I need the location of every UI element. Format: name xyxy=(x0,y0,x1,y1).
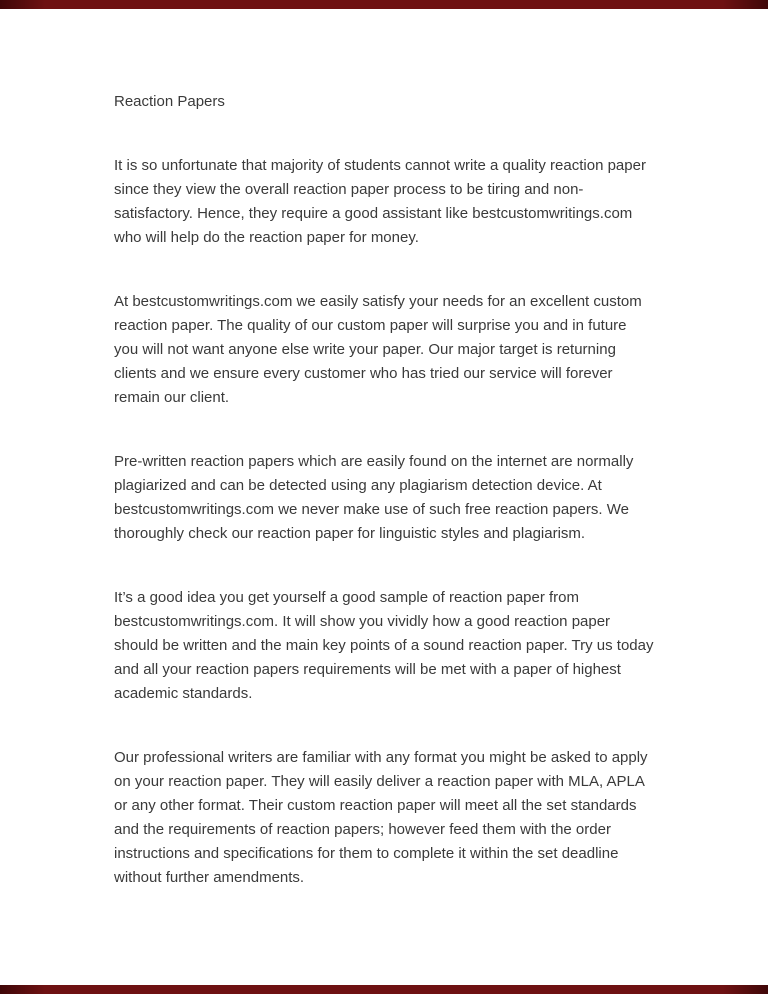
paragraph-satisfy-needs: At bestcustomwritings.com we easily satisfy your needs for an excellent custom reaction paper. The quality of our custom paper will surprise you and in future you will not want anyone else write your paper. Our major target is returning clients and we ensure every customer who has tried our service will forever remain our client. xyxy=(114,293,642,406)
paragraph-intro: It is so unfortunate that majority of students cannot write a quality reaction paper since they view the overall reaction paper process to be tiring and non-satisfactory. Hence, they require a good assistant like bestcustomwritings.com who will help do the reaction paper for money. xyxy=(114,157,646,246)
page-top-edge xyxy=(0,0,768,9)
paragraph-plagiarism: Pre-written reaction papers which are easily found on the internet are normally plagiarized and can be detected using any plagiarism detection device. At bestcustomwritings.com we never make use of such free reaction papers. We thoroughly check our reaction paper for linguistic styles and plagiarism. xyxy=(114,453,634,542)
document-content xyxy=(114,90,654,930)
paragraph-sample: It’s a good idea you get yourself a good sample of reaction paper from bestcustomwritings.com. It will show you vividly how a good reaction paper should be written and the main key points of a sound reaction paper. Try us today and all your reaction papers requirements will be met with a paper of highest academic standards. xyxy=(114,589,654,702)
page-bottom-edge xyxy=(0,985,768,994)
paragraph-formats: Our professional writers are familiar with any format you might be asked to apply on your reaction paper. They will easily deliver a reaction paper with MLA, APLA or any other format. Their custom reaction paper will meet all the set standards and the requirements of reaction papers; however feed them with the order instructions and specifications for them to complete it within the set deadline without further amendments. xyxy=(114,749,648,886)
document-title: Reaction Papers xyxy=(114,93,225,110)
